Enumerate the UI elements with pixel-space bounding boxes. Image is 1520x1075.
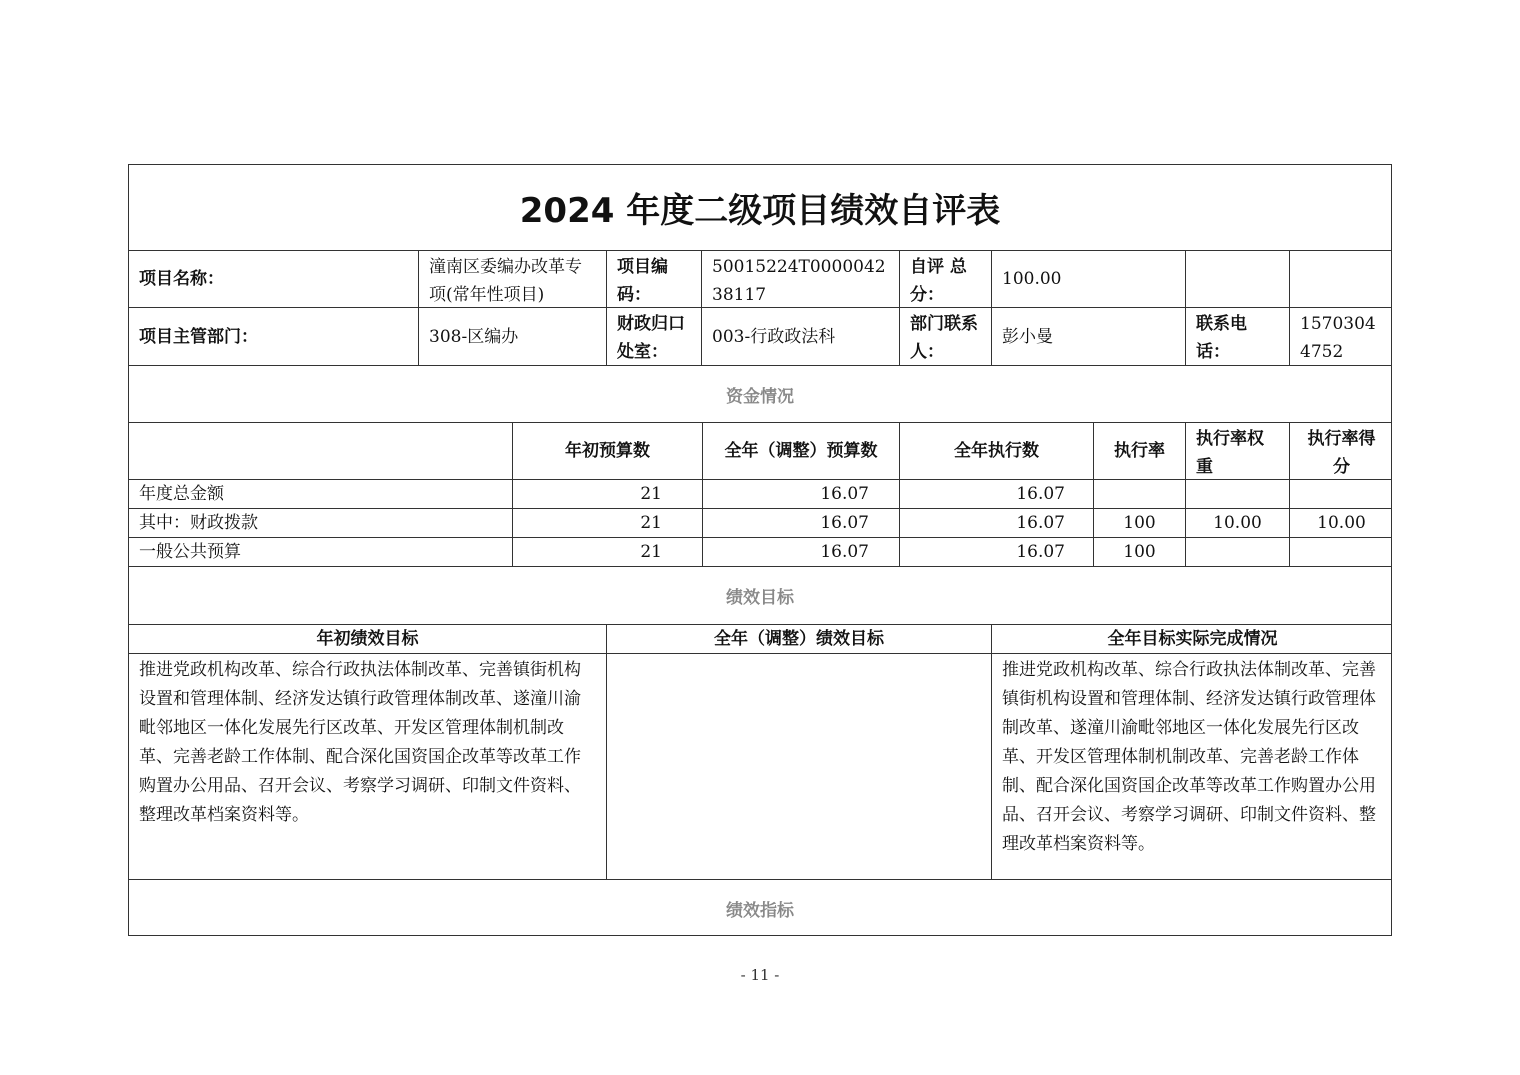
cell-initial-budget: 21 — [512, 509, 702, 538]
phone-label: 联系电话： — [1185, 308, 1289, 365]
info-row-2 — [129, 307, 1391, 365]
finance-value: 003-行政政法科 — [701, 308, 899, 365]
goals-section-title: 绩效目标 — [129, 566, 1391, 624]
table-row — [129, 508, 1391, 537]
evaluation-table — [128, 164, 1392, 936]
header-exec-weight: 执行率权重 — [1185, 423, 1289, 479]
funds-section-title: 资金情况 — [129, 365, 1391, 422]
project-name-label: 项目名称： — [139, 269, 224, 289]
header-exec-score: 执行率得分 — [1289, 423, 1393, 479]
project-code-label: 项目编码： — [606, 251, 701, 307]
dept-value: 308-区编办 — [418, 308, 606, 365]
row-label: 其中：财政拨款 — [139, 513, 258, 533]
cell-adjusted-budget: 16.07 — [702, 480, 899, 509]
phone-value: 15703044752 — [1289, 308, 1393, 365]
header-executed: 全年执行数 — [899, 423, 1093, 479]
score-value: 100.00 — [991, 251, 1185, 307]
actual-completion-text: 推进党政机构改革、综合行政执法体制改革、完善镇街机构设置和管理体制、经济发达镇行政管理体制改革、遂潼川渝毗邻地区一体化发展先行区改革、开发区管理体制机制改革、完善老龄工作体制、配合深化国资国企改革等改革工作购置办公用品、召开会议、考察学习调研、印制文件资料、整理改革档案资料等。 — [991, 654, 1393, 879]
funds-header-blank — [129, 423, 512, 479]
page-number: - 11 - — [740, 966, 780, 984]
cell-adjusted-budget: 16.07 — [702, 538, 899, 567]
cell-executed: 16.07 — [899, 480, 1093, 509]
initial-goal-text: 推进党政机构改革、综合行政执法体制改革、完善镇街机构设置和管理体制、经济发达镇行政管理体制改革、遂潼川渝毗邻地区一体化发展先行区改革、开发区管理体制机制改革、完善老龄工作体制、配合深化国资国企改革等改革工作购置办公用品、召开会议、考察学习调研、印制文件资料、整理改革档案资料等。 — [139, 660, 581, 825]
dept-label: 项目主管部门： — [139, 326, 258, 347]
goals-content-row — [129, 653, 1391, 879]
row-label: 一般公共预算 — [139, 542, 241, 562]
adjusted-goal-text — [606, 654, 991, 879]
cell-exec-score: 10.00 — [1289, 509, 1393, 538]
cell-adjusted-budget: 16.07 — [702, 509, 899, 538]
cell-exec-score — [1289, 538, 1393, 567]
empty-cell — [1289, 251, 1393, 307]
project-name-value: 潼南区委编办改革专项(常年性项目) — [418, 251, 606, 307]
header-adjusted-budget: 全年（调整）预算数 — [702, 423, 899, 479]
empty-cell — [1185, 251, 1289, 307]
cell-initial-budget: 21 — [512, 480, 702, 509]
cell-exec-weight: 10.00 — [1185, 509, 1289, 538]
cell-exec-weight — [1185, 538, 1289, 567]
cell-exec-rate: 100 — [1093, 509, 1185, 538]
header-exec-rate: 执行率 — [1093, 423, 1185, 479]
cell-executed: 16.07 — [899, 509, 1093, 538]
finance-label: 财政归口处室： — [606, 308, 701, 365]
page-title: 2024 年度二级项目绩效自评表 — [519, 190, 1001, 231]
title-row — [129, 165, 1391, 250]
cell-exec-score — [1289, 480, 1393, 509]
cell-initial-budget: 21 — [512, 538, 702, 567]
cell-exec-rate: 100 — [1093, 538, 1185, 567]
contact-label: 部门联系人： — [899, 308, 991, 365]
table-row — [129, 479, 1391, 508]
contact-value: 彭小曼 — [991, 308, 1185, 365]
goals-header-row — [129, 624, 1391, 653]
project-code-value: 50015224T000004238117 — [701, 251, 899, 307]
info-row-1 — [129, 250, 1391, 307]
table-row — [129, 537, 1391, 566]
score-label: 自评 总分： — [899, 251, 991, 307]
row-label: 年度总金额 — [139, 484, 224, 504]
funds-header-row — [129, 422, 1391, 479]
header-initial-budget: 年初预算数 — [512, 423, 702, 479]
header-actual-completion: 全年目标实际完成情况 — [991, 625, 1393, 654]
header-adjusted-goal: 全年（调整）绩效目标 — [606, 625, 991, 654]
indicators-section-title: 绩效指标 — [129, 879, 1391, 936]
cell-exec-rate — [1093, 480, 1185, 509]
cell-executed: 16.07 — [899, 538, 1093, 567]
header-initial-goal: 年初绩效目标 — [316, 629, 419, 649]
cell-exec-weight — [1185, 480, 1289, 509]
